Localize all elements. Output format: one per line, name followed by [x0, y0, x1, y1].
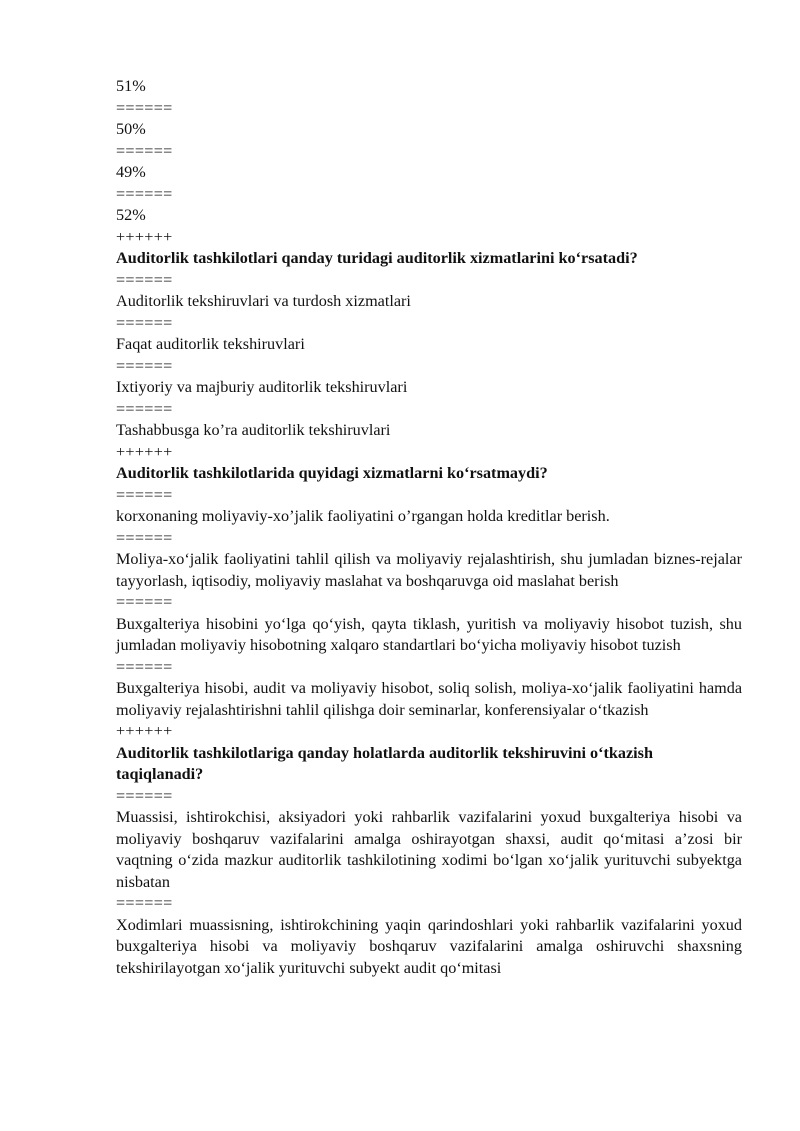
answer-option: Muassisi, ishtirokchisi, aksiyadori yoki rahbarlik vazifalarini yoxud buxgalteriya hisobi va moliyaviy boshqaruv vazifalarini amalga oshirayotgan shaxsi, audit qo‘mitasi a’zosi bir vaqtning o‘zida mazkur auditorlik tashkilotining xodimi bo‘lgan xo‘jalik yurituvchi subyektga nisbatan [116, 808, 742, 891]
answer-option: Auditorlik tekshiruvlari va turdosh xizmatlari [116, 292, 411, 310]
question-separator: ++++++ [116, 227, 173, 246]
answer-option: Ixtiyoriy va majburiy auditorlik tekshiruvlari [116, 378, 408, 396]
answer-option: Xodimlari muassisning, ishtirokchining yaqin qarindoshlari yoki rahbarlik vazifalarini yoxud buxgalteriya hisobi va moliyaviy boshqaruv vazifalarini amalga oshiruvchi shaxsning tekshirilayotgan xo‘jalik yurituvchi subyekt audit qo‘mitasi [116, 915, 742, 977]
separator: ====== [116, 313, 173, 332]
answer-option: korxonaning moliyaviy-xo’jalik faoliyatini o’rgangan holda kreditlar berish. [116, 507, 610, 525]
separator: ====== [116, 98, 173, 117]
separator: ====== [116, 184, 173, 203]
answer-option: Buxgalteriya hisobi, audit va moliyaviy hisobot, soliq solish, moliya-xo‘jalik faoliyatini hamda moliyaviy rejalashtirishni tahlil qilishga doir seminarlar, konferensiyalar o‘tkazish [116, 679, 742, 719]
separator: ====== [116, 786, 173, 805]
answer-option: Tashabbusga ko’ra auditorlik tekshiruvlari [116, 421, 391, 439]
separator: ====== [116, 141, 173, 160]
question-heading: Auditorlik tashkilotlariga qanday holatlarda auditorlik tekshiruvini o‘tkazish taqiqlanadi? [116, 743, 653, 783]
separator: ====== [116, 894, 173, 912]
option-text: 51% [116, 77, 146, 95]
answer-option: Buxgalteriya hisobini yo‘lga qo‘yish, qayta tiklash, yuritish va moliyaviy hisobot tuzish, shu jumladan moliyaviy hisobotning xalqaro standartlari bo‘yicha moliyaviy hisobot tuzish [116, 614, 742, 654]
question-separator: ++++++ [116, 442, 173, 461]
answer-option: Moliya-xo‘jalik faoliyatini tahlil qilish va moliyaviy rejalashtirish, shu jumladan biznes-rejalar tayyorlash, iqtisodiy, moliyaviy maslahat va boshqaruvga oid maslahat berish [116, 550, 742, 590]
option-text: 49% [116, 163, 146, 181]
question-heading: Auditorlik tashkilotlarida quyidagi xizmatlarni ko‘rsatmaydi? [116, 464, 548, 482]
separator: ====== [116, 657, 173, 676]
separator: ====== [116, 270, 173, 289]
separator: ====== [116, 593, 173, 611]
answer-option: Faqat auditorlik tekshiruvlari [116, 335, 305, 353]
separator: ====== [116, 399, 173, 418]
option-text: 52% [116, 206, 146, 224]
question-separator: ++++++ [116, 722, 173, 740]
separator: ====== [116, 485, 173, 504]
option-text: 50% [116, 120, 146, 138]
question-heading: Auditorlik tashkilotlari qanday turidagi auditorlik xizmatlarini ko‘rsatadi? [116, 249, 638, 267]
document-page [116, 76, 742, 979]
separator: ====== [116, 356, 173, 375]
separator: ====== [116, 528, 173, 547]
